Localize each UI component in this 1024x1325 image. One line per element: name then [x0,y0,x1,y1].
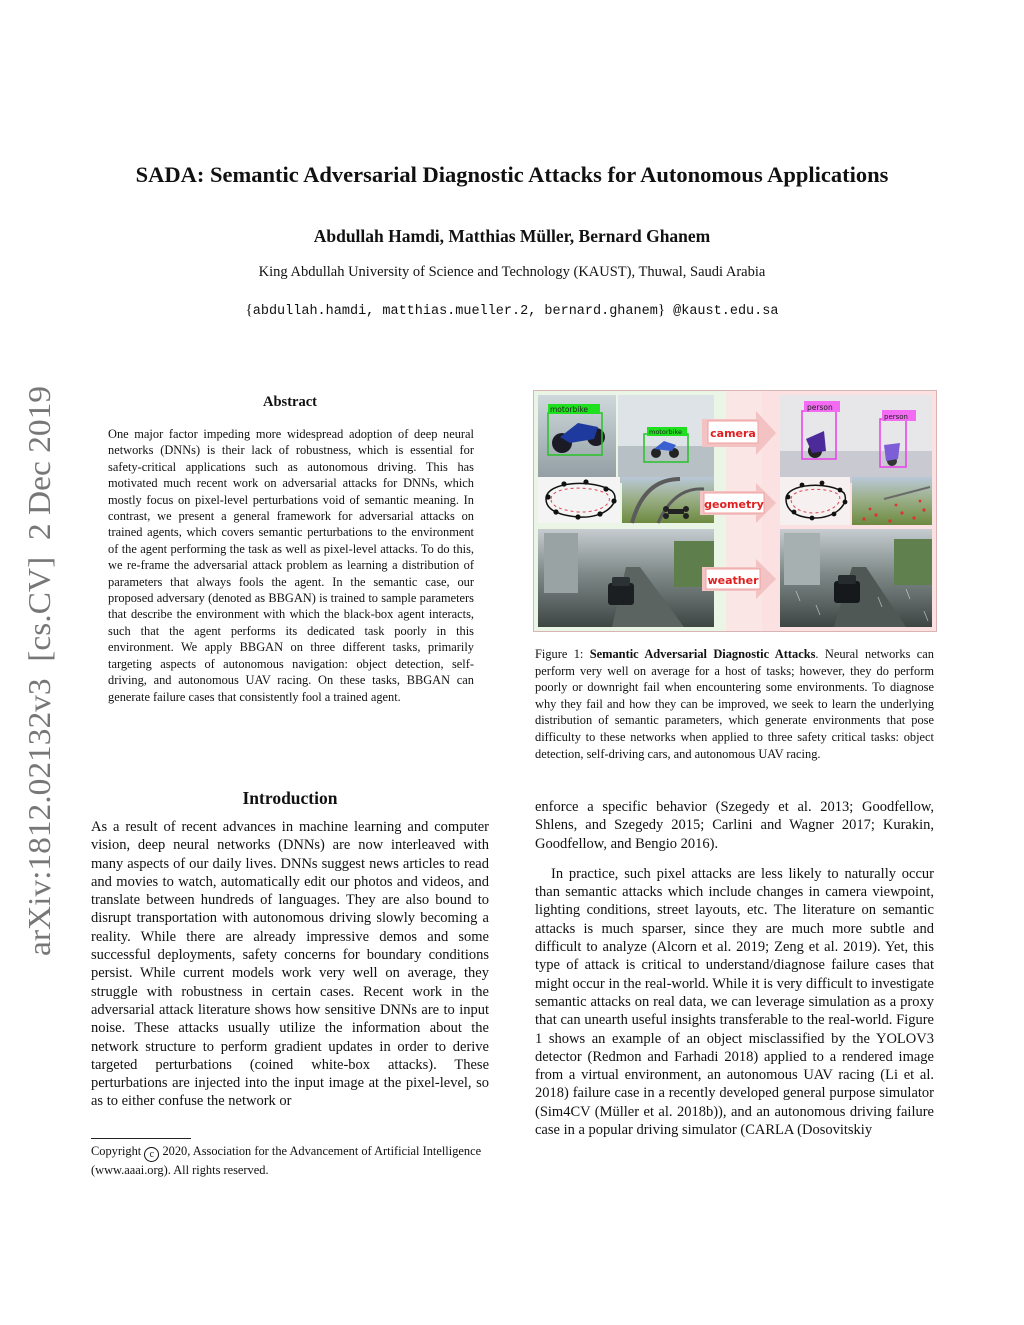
introduction-heading: Introduction [242,788,338,808]
right-paragraph-2: In practice, such pixel attacks are less likely to naturally occur than semantic attacks which include changes in camera viewpoint, lighting conditions, street layouts, etc. The literature on semantic attacks is much sparser, since they are much more subtle and difficult to analyze (Alcorn et al. 2019; Zeng et al. 2019). Yet, this type of attack is critical to understand/diagnose failure cases that might occur in the real-world. While it is very difficult to investigate semantic attacks on real data, we can leverage simulation as a proxy that can unearth useful insights transferable to the real-world. Figure 1 shows an example of an object misclassified by the YOLOV3 detector (Redmon and Farhadi 2018) applied to a rendered image from a virtual environment, an autonomous UAV racing (Li et al. 2018) failure case in a recently developed general purpose simulator (Sim4CV (Müller et al. 2018b)), and an autonomous driving failure case in a popular driving simulator (CARLA (Dosovitskiy [535,865,934,1139]
detection-label-motorbike-2: motorbike [649,428,682,436]
footnote-text: 2020, Association for the Advancement of Artificial Intelligence (www.aaai.org). All rights reserved. [91,1144,482,1177]
label-camera: camera [710,427,756,440]
email-domain: @kaust.edu.sa [665,304,779,319]
copyright-symbol: c [144,1147,159,1162]
figure-1 [533,390,937,632]
footnote-prefix: Copyright [91,1144,145,1158]
camera-original-panel [538,395,714,483]
paper-title: SADA: Semantic Adversarial Diagnostic Attacks for Autonomous Applications [135,162,889,187]
caption-prefix: Figure 1: [535,647,590,661]
right-paragraph-1: enforce a specific behavior (Szegedy et al. 2013; Goodfellow, Shlens, and Szegedy 2015; Carlini and Wagner 2017; Kurakin, Goodfellow, and Bengio 2016). [535,799,934,852]
caption-bold-title: Semantic Adversarial Diagnostic Attacks [589,647,816,661]
detection-label-person-1: person [807,403,833,412]
label-geometry: geometry [704,498,764,511]
email-open-brace: { [245,302,253,318]
right-column-body [535,798,934,1139]
label-weather: weather [707,574,759,587]
author-list: Abdullah Hamdi, Matthias Müller, Bernard Ghanem [313,226,711,246]
weather-original-panel [538,529,714,627]
footnote-rule [91,1138,191,1139]
email-names: abdullah.hamdi, matthias.mueller.2, bernard.ghanem [252,304,658,319]
geometry-original-panel [538,477,714,523]
caption-text: . Neural networks can perform very well on average for a host of tasks; however, they do perform poorly or downright fail when encountering some environments. To diagnose why they fail and how they can be improved, we seek to learn the underlying distribution of semantic parameters, which generate environments that pose difficulty to these networks when applied to three safety critical tasks: object detection, self-driving cars, and autonomous UAV racing. [535,647,934,761]
email-close-brace: } [657,302,666,318]
camera-adversarial-panel [780,395,932,483]
figure-1-caption [535,646,934,762]
detection-label-motorbike-1: motorbike [550,405,589,414]
arxiv-stamp-text: arXiv:1812.02132v3 [cs.CV] 2 Dec 2019 [21,410,57,956]
introduction-body: As a result of recent advances in machine learning and computer vision, deep neural networks (DNNs) are now interleaved with many aspects of our daily lives. DNNs suggest news articles to read and movies to watch, automatically edit our photos and videos, and translate between hundreds of languages. They are also bound to disrupt transportation with autonomous driving slowly becoming a reality. While there are already impressive demos and some successful deployments, safety concerns for boundary conditions persist. While current models work very well on average, they struggle with robustness in certain cases. Recent work in the adversarial attack literature shows how sensitive DNNs are to input noise. These attacks usually utilize the information about the network structure to perform gradient updates in order to derive targeted perturbations (coined white-box attacks). These perturbations are injected into the input image at the pixel-level, so as to either confuse the network or [91,819,489,1110]
email-line [60,302,964,319]
abstract-heading: Abstract [263,394,317,410]
affiliation: King Abdullah University of Science and Technology (KAUST), Thuwal, Saudi Arabia [258,264,766,280]
weather-adversarial-panel [780,529,932,627]
arxiv-stamp [16,356,60,956]
abstract-body: One major factor impeding more widespread adoption of deep neural networks (DNNs) is their lack of robustness, which is essential for safety-critical applications such as autonomous driving. This has motivated much recent work on adversarial attacks for DNNs, which mostly focus on pixel-level perturbations void of semantic meaning. In contrast, we present a general framework for adversarial attacks on trained agents, which covers semantic perturbations to the environment of the agent performing the task as well as pixel-level attacks. To do this, we re-frame the adversarial attack problem as learning a distribution of parameters that always fools the agent. In the semantic case, our proposed adversary (denoted as BBGAN) is trained to sample parameters that describe the environment with which the black-box agent interacts, such that the agent performs its dedicated task poorly in this environment. We apply BBGAN on three different tasks, primarily targeting aspects of autonomous navigation: object detection, self-driving, and autonomous UAV racing. On these tasks, BBGAN can generate failure cases that consistently fool a trained agent. [108,427,474,704]
detection-label-person-2: person [884,413,908,421]
copyright-footnote [91,1143,489,1179]
geometry-adversarial-panel [780,477,932,525]
